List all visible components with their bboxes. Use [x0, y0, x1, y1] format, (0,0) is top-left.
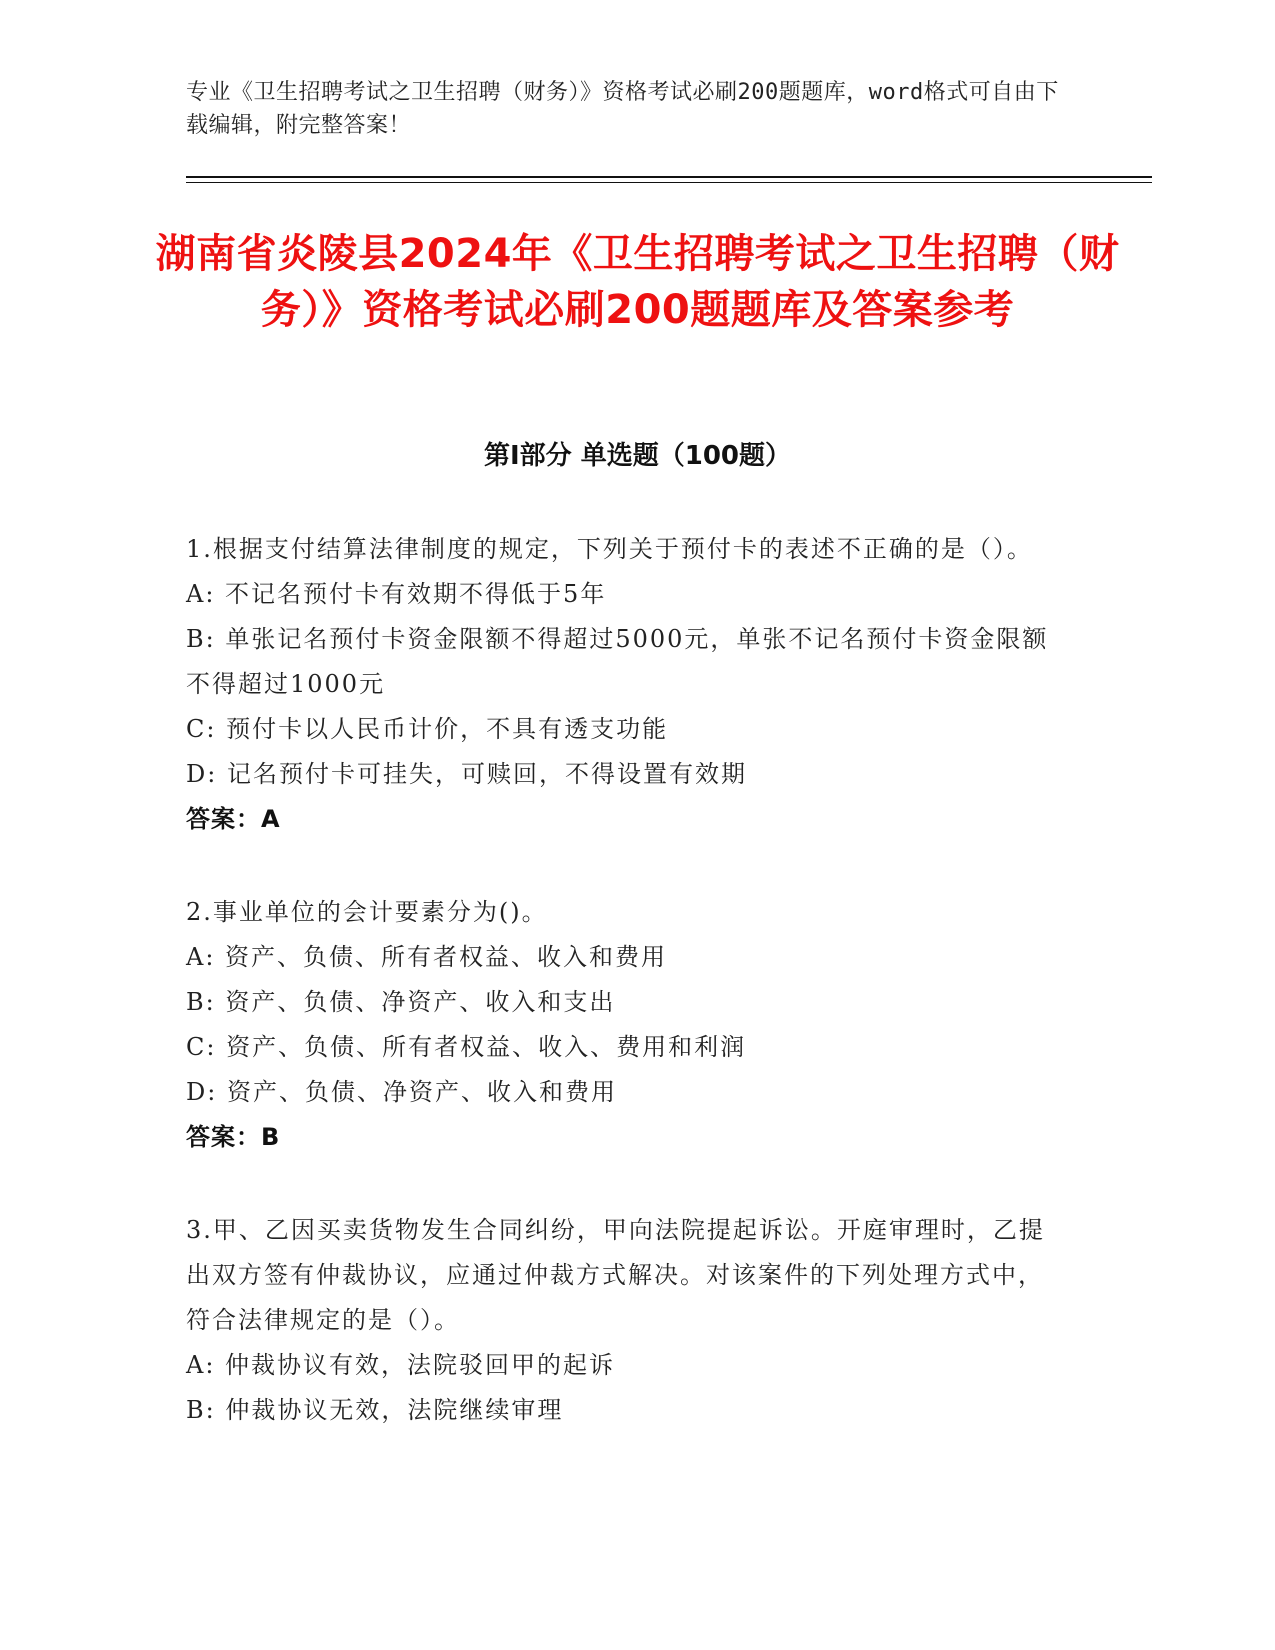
option-a: A: 资产、负债、所有者权益、收入和费用 [186, 943, 668, 971]
header-note: 专业《卫生招聘考试之卫生招聘（财务）》资格考试必刷200题题库，word格式可自由下载编辑，附完整答案！ [186, 80, 1059, 138]
question-stem: 2.事业单位的会计要素分为()。 [186, 898, 548, 926]
header-rule-thin [186, 182, 1152, 183]
option-b: B: 单张记名预付卡资金限额不得超过5000元，单张不记名预付卡资金限额不得超过1000元 [186, 625, 1049, 698]
option-b: B: 资产、负债、净资产、收入和支出 [186, 988, 616, 1016]
option-d: D: 资产、负债、净资产、收入和费用 [186, 1078, 617, 1106]
option-a: A: 不记名预付卡有效期不得低于5年 [186, 580, 607, 608]
document-title: 湖南省炎陵县2024年《卫生招聘考试之卫生招聘（财务）》资格考试必刷200题题库及答案参考 [155, 231, 1120, 333]
question-1 [186, 527, 1066, 842]
answer: 答案：A [186, 805, 281, 833]
section-title: 第Ⅰ部分 单选题（100题） [484, 441, 791, 471]
option-c: C: 资产、负债、所有者权益、收入、费用和利润 [186, 1033, 747, 1061]
answer: 答案：B [186, 1123, 281, 1151]
question-2 [186, 890, 1066, 1160]
option-b: B: 仲裁协议无效，法院继续审理 [186, 1396, 564, 1424]
option-c: C: 预付卡以人民币计价，不具有透支功能 [186, 715, 669, 743]
option-a: A: 仲裁协议有效，法院驳回甲的起诉 [186, 1351, 616, 1379]
question-3 [186, 1208, 1066, 1433]
header-rule-thick [186, 176, 1152, 178]
question-stem: 3.甲、乙因买卖货物发生合同纠纷，甲向法院提起诉讼。开庭审理时，乙提出双方签有仲裁协议，应通过仲裁方式解决。对该案件的下列处理方式中，符合法律规定的是（）。 [186, 1216, 1045, 1334]
option-d: D: 记名预付卡可挂失，可赎回，不得设置有效期 [186, 760, 747, 788]
question-stem: 1.根据支付结算法律制度的规定，下列关于预付卡的表述不正确的是（）。 [186, 535, 1033, 563]
question-list [186, 527, 1066, 1481]
